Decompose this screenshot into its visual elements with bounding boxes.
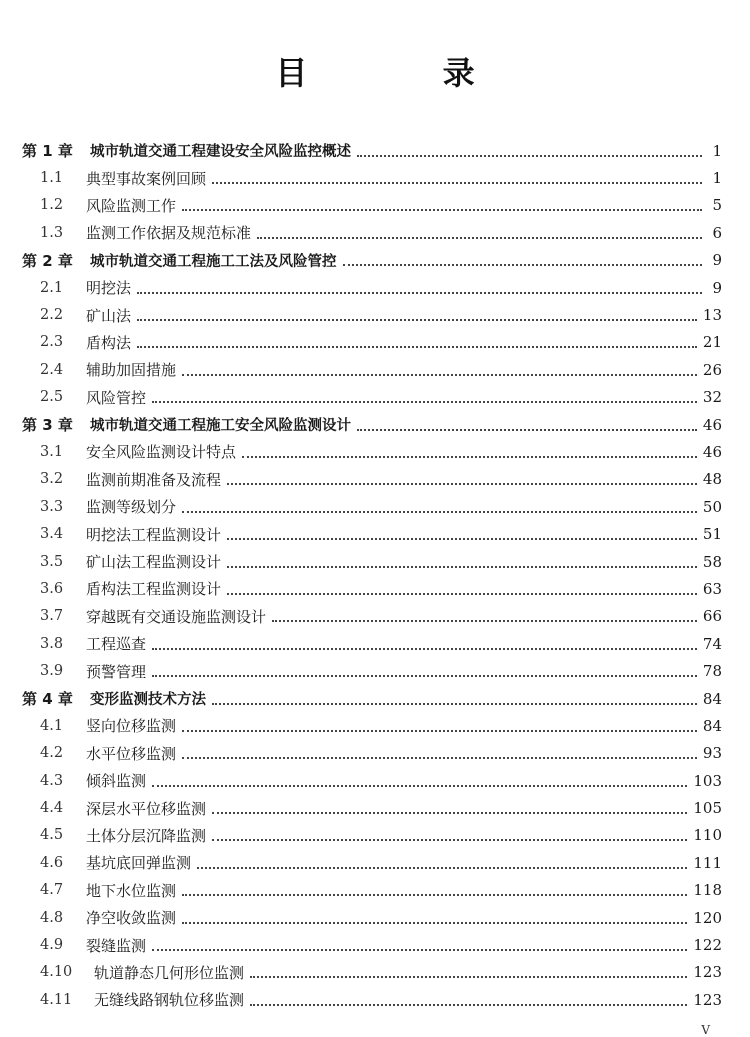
dot-leader [212, 701, 697, 705]
toc-section-row[interactable] [22, 548, 722, 575]
dot-leader [212, 837, 687, 841]
page-number: 1 [712, 141, 722, 160]
page-number: 103 [693, 771, 722, 790]
toc-section-row[interactable] [22, 219, 722, 246]
section-number: 3.9 [40, 663, 64, 680]
section-number: 3.1 [40, 443, 64, 460]
toc-section-row[interactable] [22, 931, 722, 958]
toc-section-row[interactable] [22, 986, 722, 1013]
section-number: 3.7 [40, 608, 64, 625]
dot-leader [182, 509, 697, 513]
page-number: 93 [702, 744, 722, 763]
section-number: 4.10 [40, 964, 73, 981]
chapter-title: 城市轨道交通工程施工安全风险监测设计 [90, 418, 351, 435]
section-number: 4.6 [40, 854, 64, 871]
dot-leader [357, 427, 697, 431]
section-title: 监测等级划分 [86, 498, 177, 517]
page-number: 118 [693, 881, 722, 900]
dot-leader [212, 180, 702, 184]
section-number: 3.6 [40, 580, 64, 597]
toc-section-row[interactable] [22, 493, 722, 520]
dot-leader [182, 755, 697, 759]
page-number: 74 [702, 634, 722, 653]
section-number: 4.2 [40, 745, 64, 762]
page-number: 105 [693, 799, 722, 818]
section-title: 风险管控 [86, 388, 147, 407]
section-number: 4.7 [40, 882, 64, 899]
section-title: 地下水位监测 [86, 881, 177, 900]
page-number: 46 [702, 415, 722, 434]
toc-section-row[interactable] [22, 301, 722, 328]
dot-leader [357, 153, 702, 157]
section-number: 3.8 [40, 635, 64, 652]
page-number: 9 [712, 278, 722, 297]
section-number: 1.3 [40, 224, 64, 241]
toc-section-row[interactable] [22, 384, 722, 411]
chapter-number: 第 4 章 [22, 690, 73, 708]
page-number: 110 [693, 826, 722, 845]
section-title: 矿山法工程监测设计 [86, 553, 222, 572]
page-number: 5 [712, 196, 722, 215]
page-title: 目 录 [275, 54, 537, 92]
toc-section-row[interactable] [22, 274, 722, 301]
toc-chapter-row[interactable] [22, 137, 722, 164]
section-number: 1.1 [40, 170, 64, 187]
toc-chapter-row[interactable] [22, 411, 722, 438]
section-title: 无缝线路钢轨位移监测 [94, 991, 245, 1010]
toc-chapter-row[interactable] [22, 685, 722, 712]
toc-section-row[interactable] [22, 767, 722, 794]
page-number: 48 [702, 470, 722, 489]
dot-leader [137, 344, 697, 348]
toc-section-row[interactable] [22, 630, 722, 657]
section-title: 明挖法工程监测设计 [86, 525, 222, 544]
dot-leader [152, 783, 687, 787]
page-number: 58 [702, 552, 722, 571]
dot-leader [152, 399, 697, 403]
page-number: 122 [693, 936, 722, 955]
toc-section-row[interactable] [22, 822, 722, 849]
page-number: 26 [702, 360, 722, 379]
toc-section-row[interactable] [22, 466, 722, 493]
section-title: 裂缝监测 [86, 936, 147, 955]
section-title: 盾构法 [86, 333, 132, 352]
dot-leader [250, 974, 687, 978]
chapter-number: 第 2 章 [22, 251, 73, 270]
toc-section-row[interactable] [22, 329, 722, 356]
dot-leader [137, 317, 697, 321]
dot-leader [152, 646, 697, 650]
page-number: 50 [702, 497, 722, 516]
page-number: 13 [702, 306, 722, 325]
toc-section-row[interactable] [22, 356, 722, 383]
section-number: 3.4 [40, 526, 64, 543]
section-number: 3.3 [40, 498, 64, 515]
page-number: 66 [702, 607, 722, 626]
section-number: 4.1 [40, 717, 64, 734]
toc-section-row[interactable] [22, 904, 722, 931]
page-number: 32 [702, 388, 722, 407]
dot-leader [212, 810, 687, 814]
page-number: 46 [702, 442, 722, 461]
chapter-number: 第 1 章 [22, 142, 73, 161]
page-number: 21 [702, 333, 722, 352]
section-number: 4.4 [40, 800, 64, 817]
dot-leader [343, 262, 703, 266]
page-number: 63 [702, 579, 722, 598]
table-of-contents [22, 137, 722, 1014]
dot-leader [182, 207, 702, 211]
chapter-title: 城市轨道交通工程施工工法及风险管控 [90, 253, 337, 270]
toc-section-row[interactable] [22, 740, 722, 767]
page-number: 120 [693, 908, 722, 927]
dot-leader [227, 481, 697, 485]
page-number: 1 [712, 169, 722, 188]
section-title: 深层水平位移监测 [86, 799, 207, 818]
section-title: 安全风险监测设计特点 [86, 443, 237, 462]
toc-section-row[interactable] [22, 959, 722, 986]
dot-leader [197, 865, 687, 869]
dot-leader [257, 235, 702, 239]
section-number: 1.2 [40, 197, 64, 214]
page-number: 51 [702, 525, 722, 544]
section-title: 工程巡查 [86, 635, 147, 654]
section-number: 2.3 [40, 334, 64, 351]
section-number: 2.5 [40, 389, 64, 406]
section-title: 倾斜监测 [86, 772, 147, 791]
toc-section-row[interactable] [22, 794, 722, 821]
dot-leader [227, 591, 697, 595]
dot-leader [182, 372, 697, 376]
toc-section-row[interactable] [22, 603, 722, 630]
page-number: 84 [702, 716, 722, 735]
page-number: 111 [693, 853, 722, 872]
section-title: 风险监测工作 [86, 196, 177, 215]
dot-leader [182, 920, 687, 924]
toc-section-row[interactable] [22, 192, 722, 219]
section-number: 4.8 [40, 909, 64, 926]
dot-leader [182, 892, 687, 896]
page-number: 78 [702, 662, 722, 681]
section-title: 典型事故案例回顾 [86, 169, 207, 188]
section-number: 4.9 [40, 937, 64, 954]
section-title: 水平位移监测 [86, 744, 177, 763]
chapter-title: 城市轨道交通工程建设安全风险监控概述 [90, 144, 351, 161]
section-title: 监测工作依据及规范标准 [86, 224, 252, 243]
section-number: 2.4 [40, 361, 64, 378]
section-title: 盾构法工程监测设计 [86, 580, 222, 599]
page-number: 123 [693, 990, 722, 1009]
section-title: 辅助加固措施 [86, 361, 177, 380]
section-number: 3.2 [40, 471, 64, 488]
section-title: 矿山法 [86, 306, 132, 325]
dot-leader [242, 454, 697, 458]
page-number: 84 [702, 689, 722, 708]
dot-leader [137, 290, 702, 294]
page-number: 6 [712, 223, 722, 242]
toc-section-row[interactable] [22, 164, 722, 191]
section-title: 穿越既有交通设施监测设计 [86, 607, 267, 626]
toc-section-row[interactable] [22, 877, 722, 904]
dot-leader [152, 673, 697, 677]
page-number: 123 [693, 963, 722, 982]
section-title: 基坑底回弹监测 [86, 854, 192, 873]
toc-section-row[interactable] [22, 657, 722, 684]
chapter-number: 第 3 章 [22, 416, 73, 435]
toc-section-row[interactable] [22, 849, 722, 876]
section-title: 明挖法 [86, 279, 132, 298]
dot-leader [182, 728, 697, 732]
section-title: 土体分层沉降监测 [86, 826, 207, 845]
dot-leader [227, 564, 697, 568]
toc-section-row[interactable] [22, 712, 722, 739]
toc-section-row[interactable] [22, 520, 722, 547]
section-title: 竖向位移监测 [86, 717, 177, 736]
toc-section-row[interactable] [22, 575, 722, 602]
section-number: 3.5 [40, 553, 64, 570]
chapter-title: 变形监测技术方法 [90, 692, 206, 708]
section-title: 轨道静态几何形位监测 [94, 963, 245, 982]
section-title: 预警管理 [86, 662, 147, 681]
section-title: 监测前期准备及流程 [86, 470, 222, 489]
dot-leader [227, 536, 697, 540]
dot-leader [272, 618, 697, 622]
section-number: 4.3 [40, 772, 64, 789]
section-number: 4.11 [40, 991, 73, 1008]
toc-chapter-row[interactable] [22, 247, 722, 274]
section-number: 2.1 [40, 279, 64, 296]
dot-leader [250, 1002, 687, 1006]
section-number: 2.2 [40, 307, 64, 324]
page-number: 9 [712, 251, 722, 270]
section-title: 净空收敛监测 [86, 909, 177, 928]
section-number: 4.5 [40, 827, 64, 844]
page-folio: V [701, 1023, 710, 1037]
dot-leader [152, 947, 687, 951]
toc-section-row[interactable] [22, 438, 722, 465]
